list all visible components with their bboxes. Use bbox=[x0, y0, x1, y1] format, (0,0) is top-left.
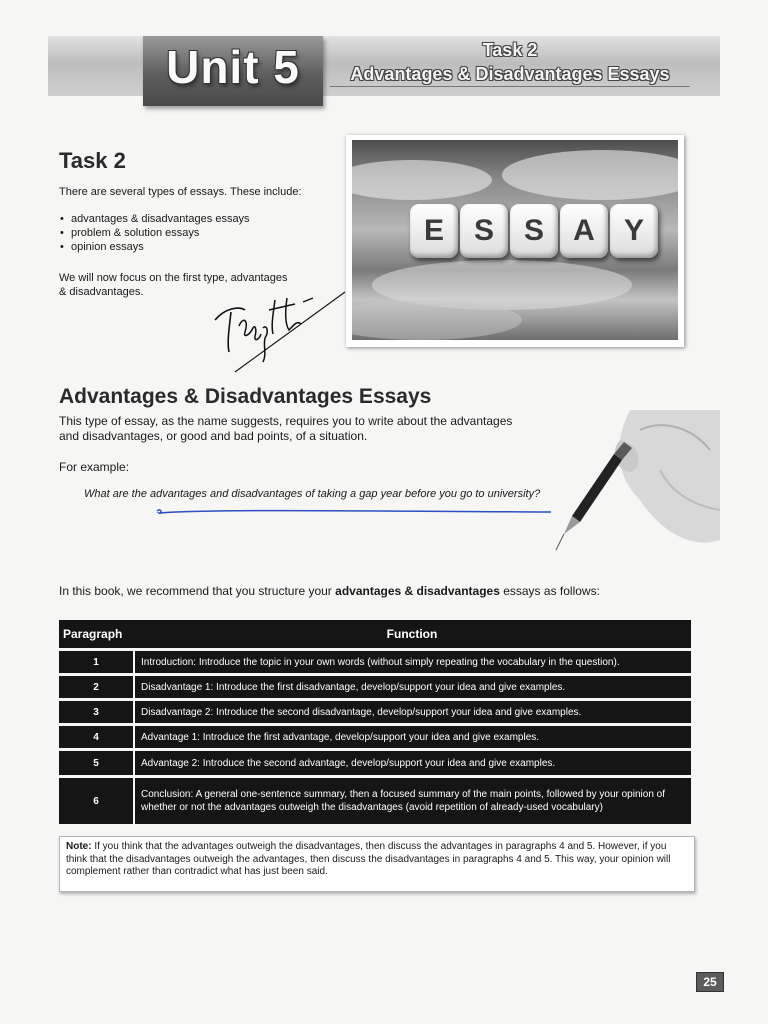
paragraph-number: 5 bbox=[93, 757, 99, 769]
essay-tiles bbox=[410, 204, 678, 258]
table-row bbox=[59, 775, 691, 824]
structure-table bbox=[59, 620, 691, 824]
pen-underline bbox=[155, 505, 555, 519]
section-heading: Advantages & Disadvantages Essays bbox=[59, 385, 432, 408]
note-box bbox=[59, 836, 695, 892]
paragraph-number: 2 bbox=[93, 681, 99, 693]
task-intro: There are several types of essays. These include: bbox=[59, 186, 302, 198]
task-focus-text: We will now focus on the first type, advantages & disadvantages. bbox=[59, 272, 288, 298]
unit-label: Unit 5 bbox=[166, 41, 300, 93]
example-question: What are the advantages and disadvantages of taking a gap year before you go to university? bbox=[84, 488, 541, 500]
note-text: If you think that the advantages outweigh the disadvantages, then discuss the advantages in paragraphs 4 and 5. However, if you think that the disadvantages outweigh the advantages, then discuss the disadvantages in paragraphs 4 and 5. This way, your opinion will complement rather than contradict what has just been said. bbox=[66, 841, 671, 877]
table-row bbox=[59, 698, 691, 723]
list-item: • advantages & disadvantages essays bbox=[71, 212, 341, 226]
banner-title: Advantages & Disadvantages Essays bbox=[350, 64, 670, 84]
header-function: Function bbox=[386, 626, 438, 641]
paragraph-function: Advantage 2: Introduce the second advantage, develop/support your idea and give examples. bbox=[133, 751, 691, 775]
recommend-text-start: In this book, we recommend that you structure your bbox=[59, 584, 336, 598]
structure-recommendation bbox=[59, 584, 600, 598]
essay-types-list bbox=[59, 212, 341, 254]
recommend-text-end: essays as follows: bbox=[499, 584, 600, 598]
letter-tile: S bbox=[460, 204, 508, 258]
paragraph-function: Advantage 1: Introduce the first advantage, develop/support your idea and give examples. bbox=[133, 726, 691, 748]
handwritten-signature bbox=[205, 280, 355, 380]
hand-pen-illustration bbox=[520, 410, 720, 560]
list-item: • opinion essays bbox=[71, 240, 341, 254]
task-heading: Task 2 bbox=[59, 148, 126, 173]
letter-tile: S bbox=[510, 204, 558, 258]
paragraph-function: Disadvantage 2: Introduce the second disadvantage, develop/support your idea and give examples. bbox=[133, 701, 691, 723]
banner-divider bbox=[330, 86, 690, 87]
letter-tile: A bbox=[560, 204, 608, 258]
paragraph-number: 4 bbox=[93, 731, 99, 743]
header-paragraph: Paragraph bbox=[63, 627, 123, 641]
table-row bbox=[59, 648, 691, 673]
recommend-bold: advantages & disadvantages bbox=[335, 584, 500, 598]
essay-photo bbox=[352, 140, 678, 340]
table-row bbox=[59, 748, 691, 775]
paragraph-function: Conclusion: A general one-sentence summary, then a focused summary of the main points, followed by your opinion of whether or not the advantages outweigh the disadvantages (avoid repetition of already-used vocabulary) bbox=[133, 778, 691, 824]
paragraph-number: 1 bbox=[93, 656, 99, 668]
banner-task-label: Task 2 bbox=[482, 40, 538, 60]
table-header-row bbox=[59, 620, 691, 648]
letter-tile: E bbox=[410, 204, 458, 258]
page-number: 25 bbox=[696, 972, 724, 992]
paragraph-number: 6 bbox=[93, 795, 99, 807]
for-example-label: For example: bbox=[59, 460, 130, 474]
paragraph-function: Disadvantage 1: Introduce the first disadvantage, develop/support your idea and give examples. bbox=[133, 676, 691, 698]
list-item: • problem & solution essays bbox=[71, 226, 341, 240]
letter-tile: Y bbox=[610, 204, 658, 258]
table-row bbox=[59, 673, 691, 698]
section-description: This type of essay, as the name suggests, requires you to write about the advantages and disadvantages, or good and bad points, of a situation. bbox=[59, 414, 513, 443]
note-label: Note: bbox=[66, 841, 92, 852]
paragraph-number: 3 bbox=[93, 706, 99, 718]
table-row bbox=[59, 723, 691, 748]
paragraph-function: Introduction: Introduce the topic in your own words (without simply repeating the vocabulary in the question). bbox=[133, 651, 691, 673]
